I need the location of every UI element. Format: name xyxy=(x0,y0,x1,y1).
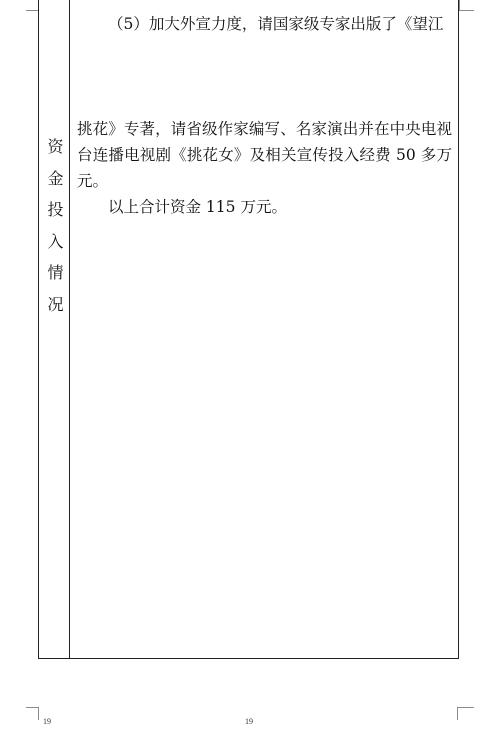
label-char: 金 xyxy=(45,169,64,201)
label-char: 入 xyxy=(45,232,64,264)
paragraph-publicity-continued: 挑花》专著，请省级作家编写、名家演出并在中央电视台连播电视剧《挑花女》及相关宣传投入经费 50 多万元。 xyxy=(77,120,452,190)
crop-mark-bottom-left xyxy=(26,707,39,720)
paragraph-publicity: （5）加大外宣力度，请国家级专家出版了《望江 xyxy=(108,15,444,33)
label-char: 资 xyxy=(45,138,64,170)
page-number-center: 19 xyxy=(245,717,253,726)
crop-mark-bottom-right xyxy=(457,707,474,720)
page-number-left: 19 xyxy=(43,717,51,726)
funding-table xyxy=(38,0,459,659)
label-char: 况 xyxy=(45,295,64,327)
crop-mark-top-right xyxy=(459,0,474,11)
paragraph-total-funding: 以上合计资金 115 万元。 xyxy=(108,198,287,216)
row-label-funding-investment xyxy=(39,138,70,327)
table-label-column xyxy=(39,0,70,658)
label-char: 投 xyxy=(45,201,64,233)
label-char: 情 xyxy=(45,264,64,296)
table-content-cell xyxy=(70,0,458,658)
